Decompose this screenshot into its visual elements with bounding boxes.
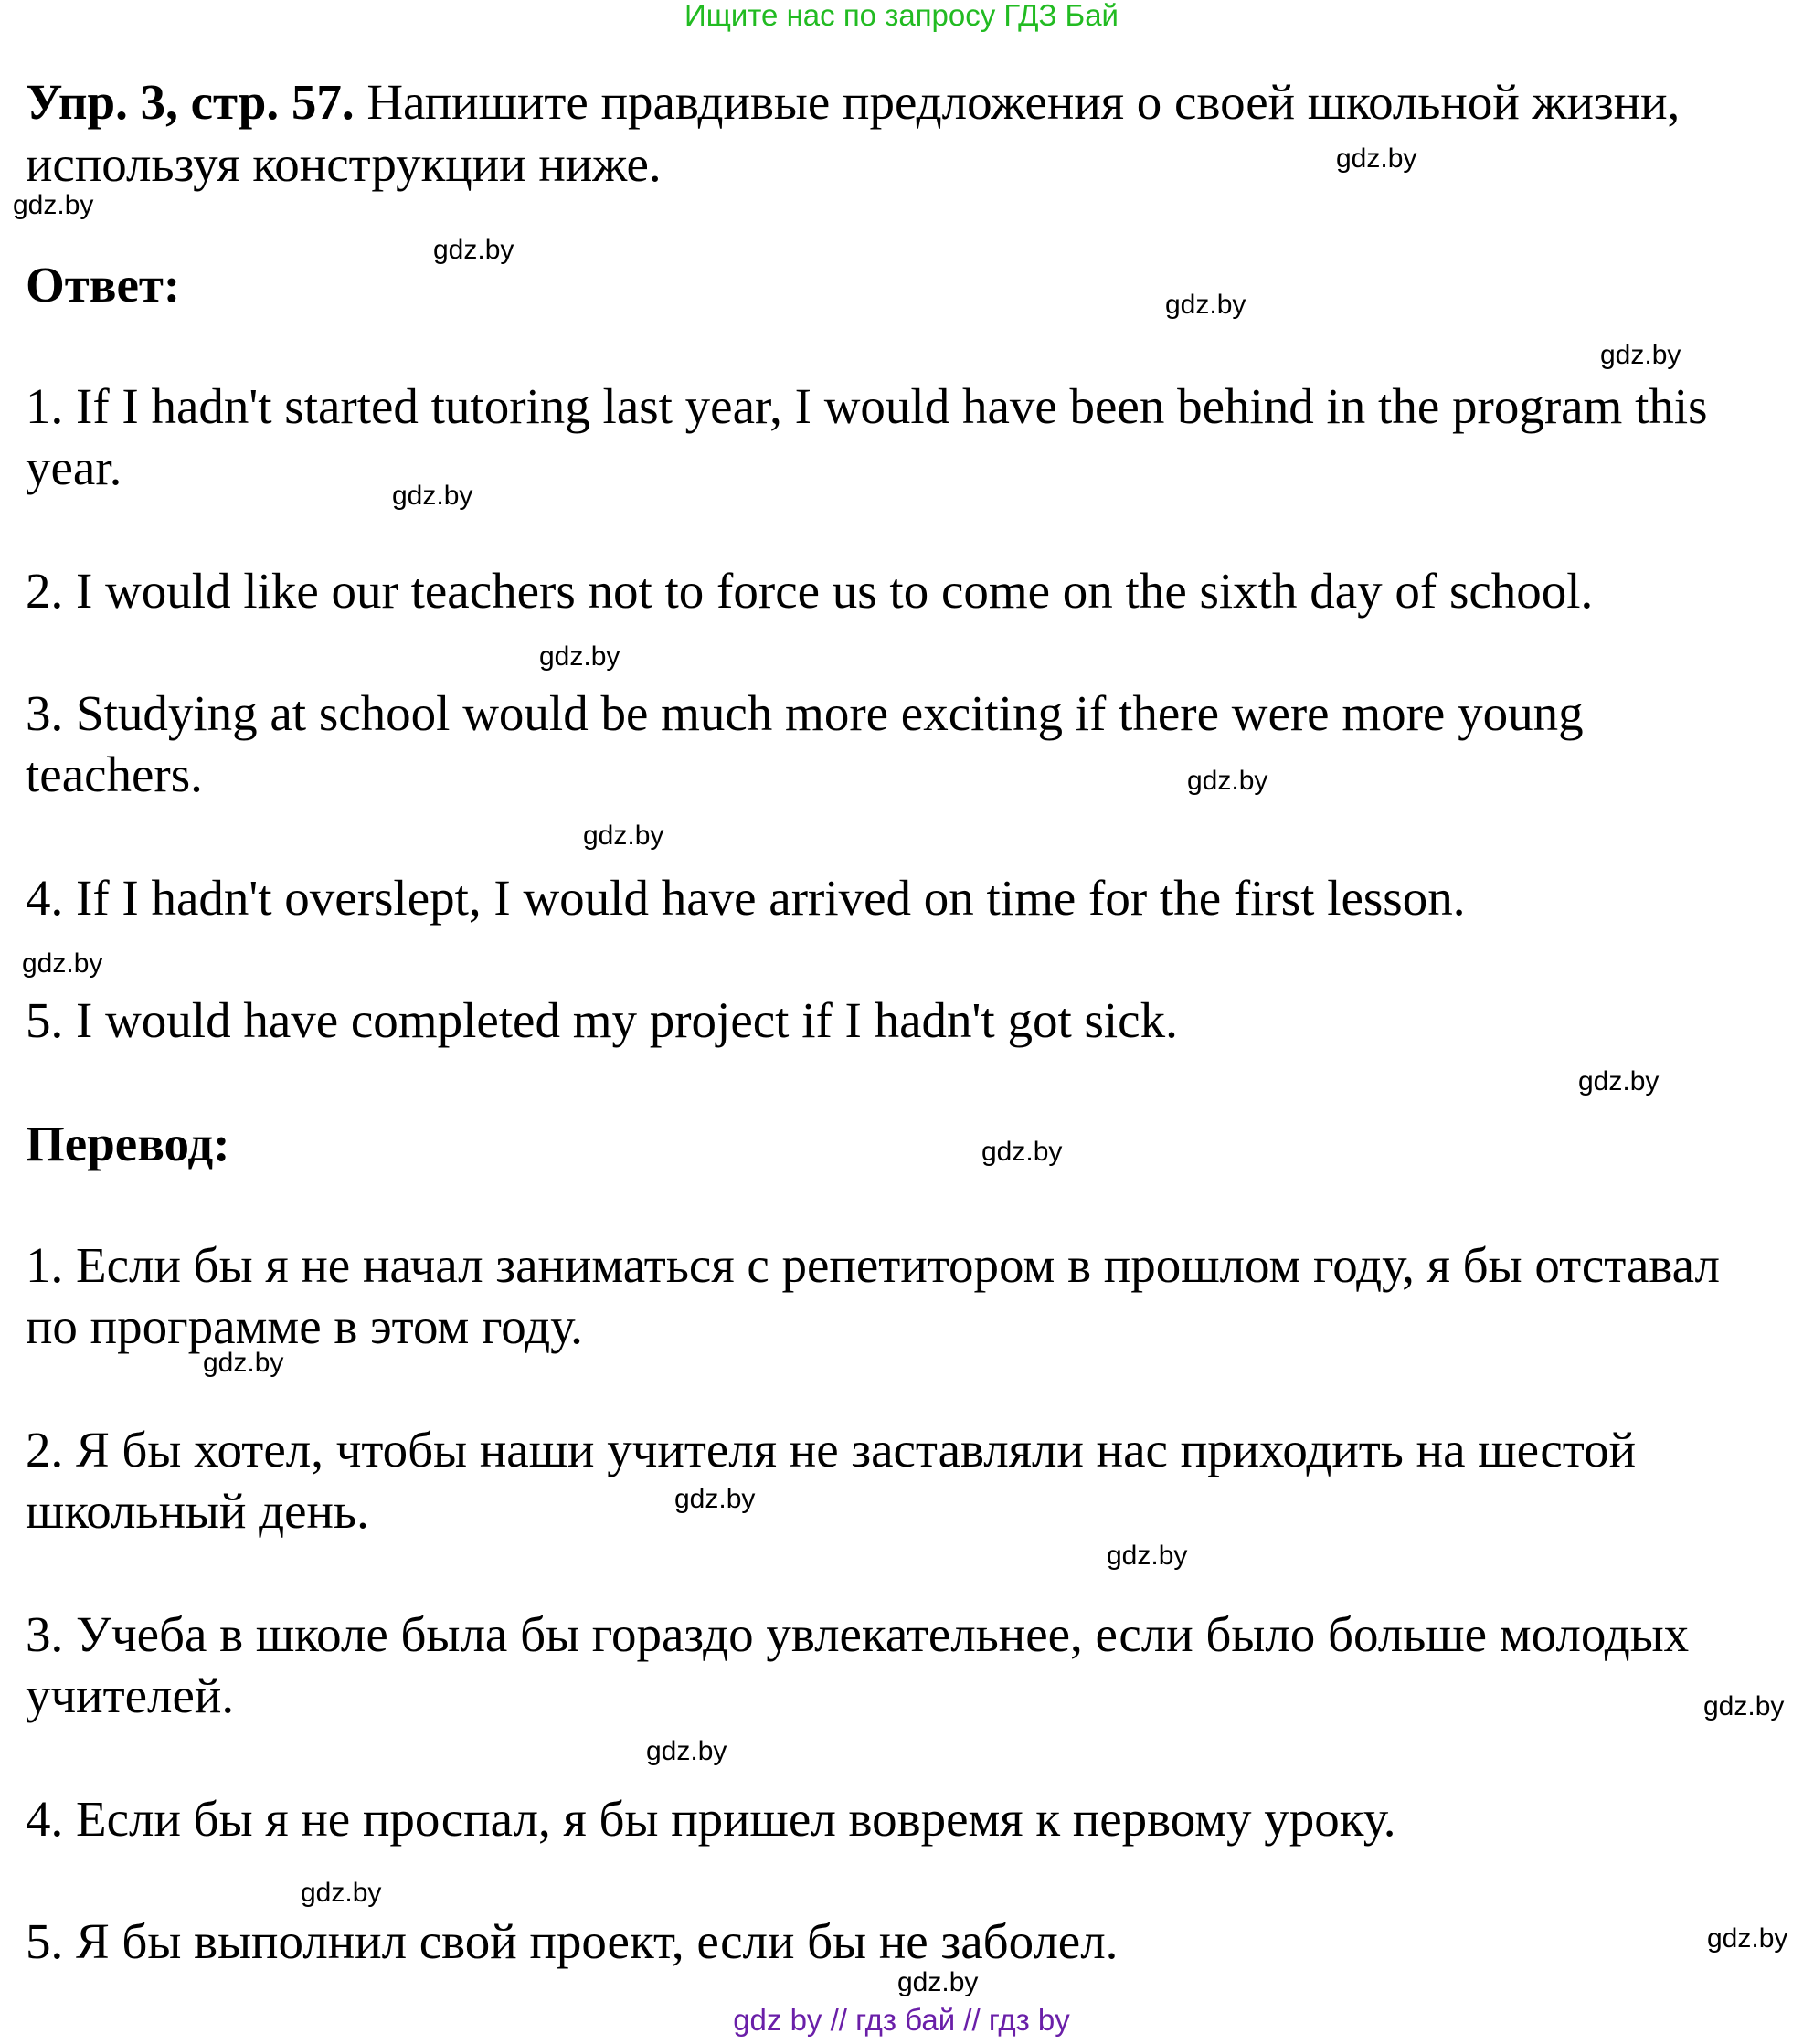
watermark: gdz.by — [1336, 143, 1417, 174]
watermark: gdz.by — [301, 1878, 382, 1908]
watermark: gdz.by — [22, 948, 103, 979]
watermark: gdz.by — [1707, 1923, 1788, 1954]
watermark: gdz.by — [433, 235, 514, 265]
watermark: gdz.by — [392, 481, 473, 511]
task-text: Напишите правдивые предложения о своей школьной жизни, используя конструкции ниже. — [26, 74, 1681, 192]
watermark: gdz.by — [1107, 1541, 1188, 1571]
watermark: gdz.by — [897, 1967, 979, 1997]
translation-3: 3. Учеба в школе была бы гораздо увлекательнее, если было больше молодых учителей. — [26, 1606, 1690, 1723]
watermark: gdz.by — [1600, 340, 1681, 370]
translation-heading: Перевод: — [26, 1116, 230, 1171]
watermark: gdz.by — [539, 641, 620, 672]
answer-2: 2. I would like our teachers not to force us to come on the sixth day of school. — [26, 563, 1594, 619]
watermark: gdz.by — [1165, 290, 1246, 320]
watermark: gdz.by — [13, 190, 94, 220]
watermark: gdz.by — [1187, 766, 1268, 796]
watermark: gdz.by — [583, 821, 664, 851]
translation-2: 2. Я бы хотел, чтобы наши учителя не заставляли нас приходить на шестой школьный день. — [26, 1422, 1637, 1539]
answer-heading: Ответ: — [26, 257, 181, 312]
answer-4: 4. If I hadn't overslept, I would have arrived on time for the first lesson. — [26, 870, 1466, 926]
search-banner: Ищите нас по запросу ГДЗ Бай — [684, 0, 1119, 32]
task-label: Упр. 3, стр. 57. — [26, 74, 355, 130]
task-statement — [26, 71, 1762, 196]
footer-links: gdz by // гдз бай // гдз by — [733, 2003, 1070, 2037]
watermark: gdz.by — [981, 1137, 1063, 1167]
answer-5: 5. I would have completed my project if I hadn't got sick. — [26, 992, 1178, 1048]
translation-1: 1. Если бы я не начал заниматься с репетитором в прошлом году, я бы отставал по программе в этом году. — [26, 1237, 1720, 1354]
watermark: gdz.by — [1578, 1066, 1660, 1096]
translation-4: 4. Если бы я не проспал, я бы пришел вовремя к первому уроку. — [26, 1791, 1396, 1847]
watermark: gdz.by — [203, 1348, 284, 1378]
watermark: gdz.by — [1703, 1691, 1785, 1721]
watermark: gdz.by — [646, 1736, 727, 1766]
answer-1: 1. If I hadn't started tutoring last year, I would have been behind in the program this year. — [26, 378, 1708, 495]
answer-3: 3. Studying at school would be much more exciting if there were more young teachers. — [26, 685, 1584, 802]
watermark: gdz.by — [674, 1484, 756, 1514]
translation-5: 5. Я бы выполнил свой проект, если бы не заболел. — [26, 1913, 1119, 1969]
